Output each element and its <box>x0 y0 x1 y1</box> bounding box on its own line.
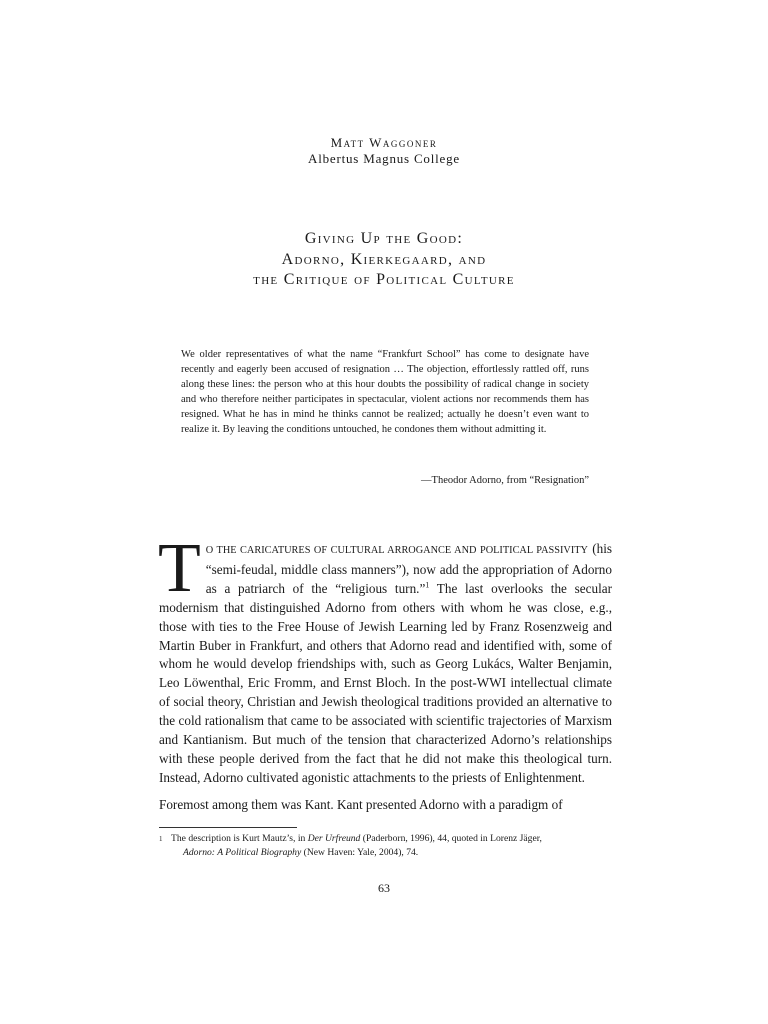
article-title <box>0 229 768 291</box>
footnote-italic-2: Adorno: A Political Biography <box>183 847 302 858</box>
footnote-text-1: The description is Kurt Mautz’s, in <box>171 833 308 844</box>
footnote-text-2: (Paderborn, 1996), 44, quoted in Lorenz Jäger, <box>360 833 542 844</box>
footnote-line-2 <box>171 846 612 860</box>
title-line-1: Giving Up the Good: <box>304 230 464 247</box>
drop-cap: T <box>158 530 201 607</box>
author-affiliation: Albertus Magnus College <box>308 151 460 166</box>
footnote-line-1 <box>171 832 612 846</box>
author-name: Matt Waggoner <box>330 135 438 150</box>
author-block <box>0 135 768 167</box>
paragraph-1-text-b: The last overlooks the secular modernism that distinguished Adorno from others with whom he was close, e.g., those with ties to the Free House of Jewish Learning led by Franz Rosenzweig and Martin Buber in Frankfurt, and others that Adorno read and identified with, some of whom he would develop friendships with, such as Georg Lukács, Walter Benjamin, Leo Löwenthal, Eric Fromm, and Ernst Bloch. In the post-WWI intellectual climate of social theory, Christian and Jewish theological traditions provided an alternative to the cold rationalism that came to be associated with scientific trajectories of Marxism and Kantianism. But much of the tension that characterized Adorno’s relationships with these people derived from the fact that he did not make this theological turn. Instead, Adorno cultivated agonistic attachments to the priests of Enlightenment. <box>159 580 612 785</box>
page-number: 63 <box>378 881 390 895</box>
footnote-rule <box>159 827 297 828</box>
paragraph-1-text-a: (his “semi-feudal, middle class manners”), now add the appropriation of Adorno as a patriarch of the “religious turn.” <box>205 541 612 596</box>
title-line-2: Adorno, Kierkegaard, and <box>281 250 487 268</box>
body-paragraph-2: Foremost among them was Kant. Kant presented Adorno with a paradigm of <box>159 797 563 812</box>
footnote-marker: 1 <box>159 835 163 843</box>
epigraph-attribution: —Theodor Adorno, from “Resignation” <box>421 475 589 486</box>
footnote <box>159 832 612 860</box>
body-paragraph-1 <box>158 530 612 788</box>
footnote-text-3: (New Haven: Yale, 2004), 74. <box>301 847 419 858</box>
footnote-italic-1: Der Urfreund <box>307 833 361 844</box>
title-line-3: the Critique of Political Culture <box>253 271 515 288</box>
epigraph: We older representatives of what the name “Frankfurt School” has come to designate have recently and eagerly been accused of resignation … The objection, effortlessly rattled off, runs along these lines: the person who at this hour doubts the possibility of radical change in society and who therefore neither participates in spectacular, violent actions nor recommends them has resigned. What he has in mind he thinks cannot be realized; actually he doesn’t even want to realize it. By leaving the conditions untouched, he condones them without admitting it. <box>181 349 589 435</box>
lead-in-caps: O THE CARICATURES OF CULTURAL ARROGANCE AND POLITICAL PASSIVITY <box>205 545 588 556</box>
footnote-reference[interactable]: 1 <box>425 580 430 590</box>
